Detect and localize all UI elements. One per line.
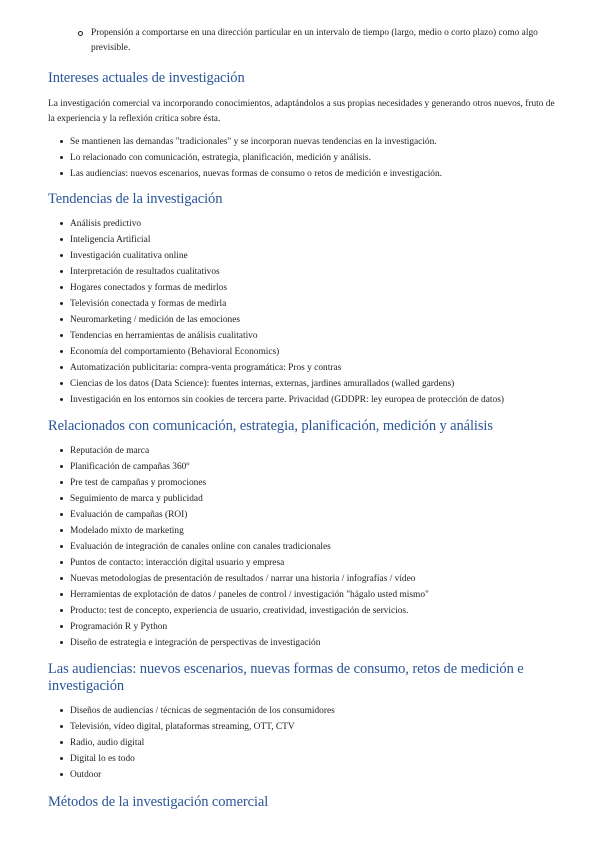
bullet-icon [60, 270, 63, 273]
list-item: Lo relacionado con comunicación, estrategia, planificación, medición y análisis. [48, 150, 558, 166]
bullet-icon [60, 398, 63, 401]
bullet-icon [60, 334, 63, 337]
bullet-icon [60, 140, 63, 143]
bullet-icon [60, 513, 63, 516]
document-content [48, 26, 558, 811]
list-item: Nuevas metodologías de presentación de resultados / narrar una historia / infografías / vídeo [48, 571, 558, 587]
list-item: Televisión, vídeo digital, plataformas streaming, OTT, CTV [48, 719, 558, 735]
bullet-icon [60, 529, 63, 532]
section-heading-audiencias: Las audiencias: nuevos escenarios, nuevas formas de consumo, retos de medición e investigación [48, 661, 524, 694]
list-item: Digital lo es todo [48, 751, 558, 767]
list-item: Herramientas de explotación de datos / paneles de control / investigación "hágalo usted mismo" [48, 587, 558, 603]
bullet-icon [60, 741, 63, 744]
list-item: Hogares conectados y formas de medirlos [48, 280, 558, 296]
bullet-icon [60, 481, 63, 484]
bullet-icon [60, 497, 63, 500]
bullet-icon [60, 254, 63, 257]
list-audiencias [48, 703, 558, 783]
bullet-icon [60, 382, 63, 385]
list-item: Investigación en los entornos sin cookies de tercera parte. Privacidad (GDDPR: ley europea de protección de datos) [48, 392, 558, 408]
list-relacionados [48, 443, 558, 651]
section-heading-relacionados: Relacionados con comunicación, estrategia, planificación, medición y análisis [48, 418, 493, 434]
list-item: Modelado mixto de marketing [48, 523, 558, 539]
bullet-icon [60, 465, 63, 468]
bullet-icon [60, 545, 63, 548]
bullet-icon [60, 725, 63, 728]
list-item: Análisis predictivo [48, 216, 558, 232]
list-item: Televisión conectada y formas de medirla [48, 296, 558, 312]
list-item: Evaluación de campañas (ROI) [48, 507, 558, 523]
list-item: Puntos de contacto: interacción digital usuario y empresa [48, 555, 558, 571]
list-item [91, 26, 558, 56]
bullet-icon [60, 222, 63, 225]
list-item: Pre test de campañas y promociones [48, 475, 558, 491]
list-item: Economía del comportamiento (Behavioral Economics) [48, 344, 558, 360]
bullet-icon [60, 350, 63, 353]
list-item: Inteligencia Artificial [48, 232, 558, 248]
list-item: Las audiencias: nuevos escenarios, nuevas formas de consumo o retos de medición e investigación. [48, 166, 558, 182]
list-item: Evaluación de integración de canales online con canales tradicionales [48, 539, 558, 555]
section-heading-intereses: Intereses actuales de investigación [48, 70, 245, 86]
bullet-icon [60, 286, 63, 289]
list-tendencias [48, 216, 558, 408]
list-item: Automatización publicitaria: compra-venta programática: Pros y contras [48, 360, 558, 376]
bullet-icon [60, 366, 63, 369]
bullet-icon [60, 449, 63, 452]
list-item: Neuromarketing / medición de las emociones [48, 312, 558, 328]
list-intereses [48, 134, 558, 182]
bullet-icon [60, 156, 63, 159]
list-item: Planificación de campañas 360º [48, 459, 558, 475]
list-item: Seguimiento de marca y publicidad [48, 491, 558, 507]
list-item: Producto: test de concepto, experiencia de usuario, creatividad, investigación de servicios. [48, 603, 558, 619]
list-item: Ciencias de los datos (Data Science): fuentes internas, externas, jardines amurallados (walled gardens) [48, 376, 558, 392]
section-heading-metodos: Métodos de la investigación comercial [48, 794, 269, 810]
list-item: Diseños de audiencias / técnicas de segmentación de los consumidores [48, 703, 558, 719]
bullet-icon [60, 238, 63, 241]
bullet-icon [60, 577, 63, 580]
bullet-icon [60, 172, 63, 175]
section-paragraph: La investigación comercial va incorporando conocimientos, adaptándolos a sus propias necesidades y generando otros nuevos, fruto de la experiencia y la reflexión crítica sobre ésta. [48, 99, 555, 124]
list-item-text: Propensión a comportarse en una dirección particular en un intervalo de tiempo (largo, medio o corto plazo) como algo previsible. [91, 28, 538, 53]
bullet-icon [60, 561, 63, 564]
bullet-icon [60, 773, 63, 776]
bullet-icon [60, 625, 63, 628]
list-item: Se mantienen las demandas "tradicionales" y se incorporan nuevas tendencias en la investigación. [48, 134, 558, 150]
list-item: Outdoor [48, 767, 558, 783]
bullet-icon [60, 609, 63, 612]
list-item: Reputación de marca [48, 443, 558, 459]
bullet-icon [60, 318, 63, 321]
list-item: Investigación cualitativa online [48, 248, 558, 264]
top-sublist [91, 26, 558, 56]
bullet-icon [60, 757, 63, 760]
list-item: Tendencias en herramientas de análisis cualitativo [48, 328, 558, 344]
list-item: Radio, audio digital [48, 735, 558, 751]
list-item: Programación R y Python [48, 619, 558, 635]
bullet-icon [60, 593, 63, 596]
bullet-icon [60, 709, 63, 712]
section-heading-tendencias: Tendencias de la investigación [48, 191, 223, 207]
circle-bullet-icon [78, 31, 83, 36]
bullet-icon [60, 302, 63, 305]
list-item: Diseño de estrategia e integración de perspectivas de investigación [48, 635, 558, 651]
bullet-icon [60, 641, 63, 644]
list-item: Interpretación de resultados cualitativos [48, 264, 558, 280]
